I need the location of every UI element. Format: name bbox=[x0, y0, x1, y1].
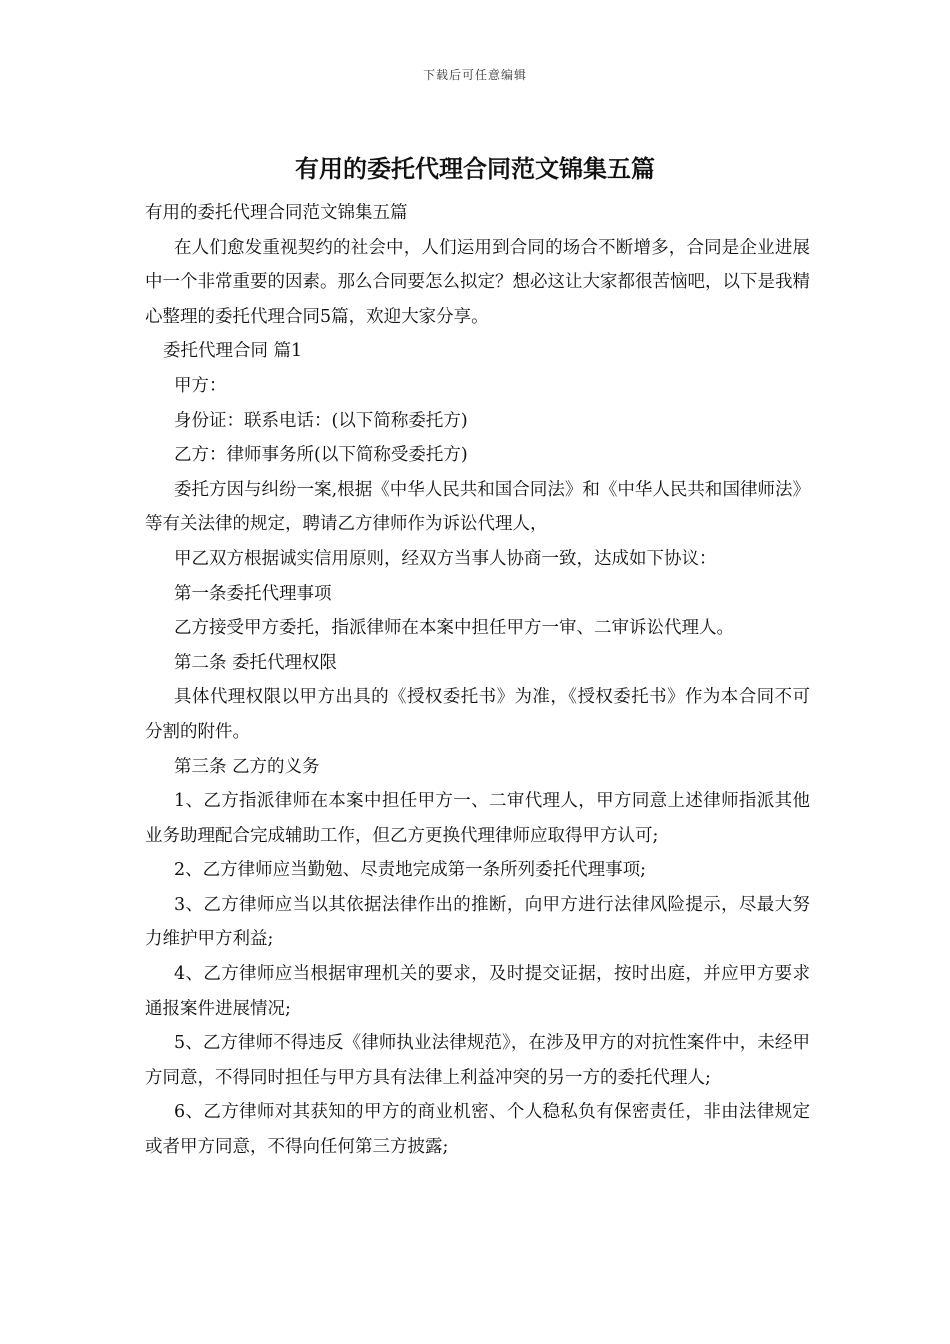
paragraph: 6、乙方律师对其获知的甲方的商业机密、个人稳私负有保密责任，非由法律规定或者甲方同意，不得向任何第三方披露; bbox=[145, 1102, 810, 1158]
paragraph: 身份证：联系电话：(以下简称委托方) bbox=[174, 410, 468, 431]
paragraph: 第三条 乙方的义务 bbox=[174, 756, 320, 777]
paragraph: 委托代理合同 篇1 bbox=[163, 341, 303, 362]
paragraph: 委托方因与纠纷一案,根据《中华人民共和国合同法》和《中华人民共和国律师法》等有关法律的规定，聘请乙方律师作为诉讼代理人， bbox=[145, 479, 810, 535]
paragraph: 有用的委托代理合同范文锦集五篇 bbox=[145, 203, 408, 223]
paragraph: 乙方：律师事务所(以下简称受委托方) bbox=[174, 445, 468, 466]
paragraph: 甲乙双方根据诚实信用原则，经双方当事人协商一致，达成如下协议： bbox=[174, 548, 717, 569]
paragraph: 乙方接受甲方委托，指派律师在本案中担任甲方一审、二审诉讼代理人。 bbox=[174, 618, 734, 639]
header-note: 下载后可任意编辑 bbox=[422, 68, 527, 82]
paragraph: 第二条 委托代理权限 bbox=[174, 652, 338, 673]
document-body bbox=[145, 196, 810, 1165]
document-title: 有用的委托代理合同范文锦集五篇 bbox=[295, 155, 655, 183]
paragraph: 具体代理权限以甲方出具的《授权委托书》为准，《授权委托书》作为本合同不可分割的附件。 bbox=[145, 687, 810, 742]
paragraph: 2、乙方律师应当勤勉、尽责地完成第一条所列委托代理事项; bbox=[174, 860, 647, 881]
paragraph: 3、乙方律师应当以其依据法律作出的推断，向甲方进行法律风险提示，尽最大努力维护甲方利益; bbox=[145, 894, 810, 950]
paragraph: 5、乙方律师不得违反《律师执业法律规范》，在涉及甲方的对抗性案件中，未经甲方同意，不得同时担任与甲方具有法律上利益冲突的另一方的委托代理人; bbox=[145, 1033, 810, 1088]
paragraph: 第一条委托代理事项 bbox=[174, 583, 332, 604]
paragraph: 在人们愈发重视契约的社会中，人们运用到合同的场合不断增多，合同是企业进展中一个非常重要的因素。那么合同要怎么拟定？想必这让大家都很苦恼吧，以下是我精心整理的委托代理合同5篇，欢迎大家分享。 bbox=[145, 237, 810, 327]
paragraph: 1、乙方指派律师在本案中担任甲方一、二审代理人，甲方同意上述律师指派其他业务助理配合完成辅助工作，但乙方更换代理律师应取得甲方认可; bbox=[145, 791, 810, 846]
paragraph: 甲方： bbox=[174, 375, 227, 396]
paragraph: 4、乙方律师应当根据审理机关的要求，及时提交证据，按时出庭，并应甲方要求通报案件进展情况; bbox=[145, 964, 810, 1019]
